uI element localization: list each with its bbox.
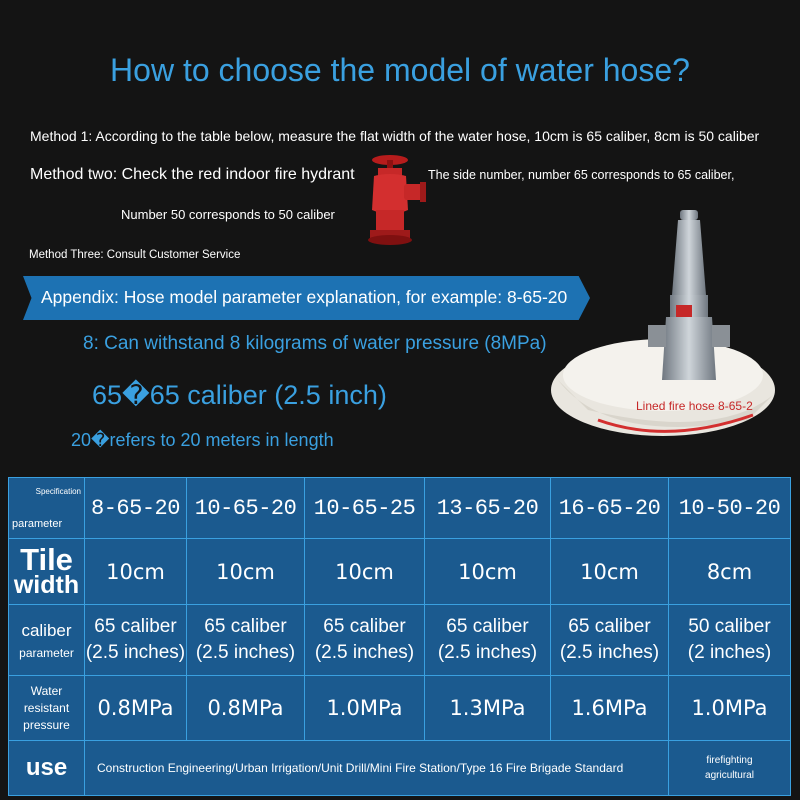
use-side-cell [669, 741, 791, 796]
resistant-label: resistant [23, 700, 70, 715]
method-3-text: Method Three: Consult Customer Service [29, 249, 241, 261]
product-caption: Lined fire hose 8-65-2 [636, 399, 753, 413]
fire-hydrant-image [350, 150, 430, 250]
caliber-label-cell [9, 605, 85, 676]
caliber-value-cell [425, 605, 551, 676]
tile-label: Tile [20, 541, 73, 577]
caliber-value: 65 caliber [568, 616, 651, 637]
pressure-explanation: 8: Can withstand 8 kilograms of water pressure (8MPa) [83, 333, 547, 354]
model-16-65-20: 16-65-20 [551, 478, 669, 539]
water-pressure-row [9, 676, 791, 741]
tile-width-value: 8cm [669, 539, 791, 605]
tile-width-value: 10cm [305, 539, 425, 605]
caliber-inches: (2.5 inches) [559, 642, 660, 663]
tile-width-row [9, 539, 791, 605]
model-10-50-20: 10-50-20 [669, 478, 791, 539]
pressure-value: 0.8MPa [85, 676, 187, 741]
tile-width-value: 10cm [85, 539, 187, 605]
method-1-text: Method 1: According to the table below, measure the flat width of the water hose, 10cm is 65 caliber, 8cm is 50 caliber [30, 128, 760, 144]
caliber-inches: (2.5 inches) [85, 642, 186, 663]
use-label: use [9, 741, 85, 796]
caliber-value: 65 caliber [446, 616, 529, 637]
specification-label: Specification [35, 487, 81, 496]
header-row [9, 478, 791, 539]
tile-width-value: 10cm [425, 539, 551, 605]
use-row [9, 741, 791, 796]
pressure-value: 1.6MPa [551, 676, 669, 741]
method-2-side-note: The side number, number 65 corresponds to 65 caliber, [428, 168, 735, 182]
caliber-inches: (2 inches) [687, 642, 772, 663]
tile-width-value: 10cm [551, 539, 669, 605]
caliber-inches: (2.5 inches) [437, 642, 538, 663]
pressure-value: 1.0MPa [669, 676, 791, 741]
model-8-65-20: 8-65-20 [85, 478, 187, 539]
caliber-value: 65 caliber [204, 616, 287, 637]
caliber-inches: (2.5 inches) [314, 642, 415, 663]
use-agricultural: agricultural [705, 770, 754, 781]
use-description: Construction Engineering/Urban Irrigation/Unit Drill/Mini Fire Station/Type 16 Fire Brigade Standard [85, 741, 669, 796]
caliber-inches: (2.5 inches) [195, 642, 296, 663]
caliber-value: 65 caliber [94, 616, 177, 637]
header-corner-cell [9, 478, 85, 539]
pressure-value: 1.0MPa [305, 676, 425, 741]
water-pressure-label-cell [9, 676, 85, 741]
caliber-parameter-label: parameter [19, 645, 74, 660]
water-label: Water [30, 683, 63, 698]
method-2-text: Method two: Check the red indoor fire hydrant [30, 166, 355, 183]
caliber-row [9, 605, 791, 676]
caliber-value: 65 caliber [323, 616, 406, 637]
pressure-value: 0.8MPa [187, 676, 305, 741]
width-label: width [13, 570, 80, 599]
fire-hose-image [548, 205, 783, 470]
caliber-label: caliber [21, 620, 72, 640]
caliber-value-cell [187, 605, 305, 676]
caliber-value-cell [551, 605, 669, 676]
tile-width-label-cell [9, 539, 85, 605]
caliber-value: 50 caliber [688, 616, 771, 637]
model-10-65-25: 10-65-25 [305, 478, 425, 539]
parameter-label: parameter [12, 518, 63, 530]
tile-width-value: 10cm [187, 539, 305, 605]
model-13-65-20: 13-65-20 [425, 478, 551, 539]
pressure-label: pressure [23, 717, 70, 732]
use-firefighting: firefighting [706, 755, 753, 766]
appendix-banner-text: Appendix: Hose model parameter explanation, for example: 8-65-20 [41, 287, 568, 307]
caliber-explanation: 65�65 caliber (2.5 inch) [92, 380, 387, 410]
caliber-value-cell [85, 605, 187, 676]
page-title: How to choose the model of water hose? [110, 52, 690, 88]
spec-table [8, 477, 791, 796]
pressure-value: 1.3MPa [425, 676, 551, 741]
model-10-65-20: 10-65-20 [187, 478, 305, 539]
length-explanation: 20�refers to 20 meters in length [71, 430, 334, 450]
method-2-second-line: Number 50 corresponds to 50 caliber [121, 207, 335, 222]
caliber-value-cell [669, 605, 791, 676]
caliber-value-cell [305, 605, 425, 676]
